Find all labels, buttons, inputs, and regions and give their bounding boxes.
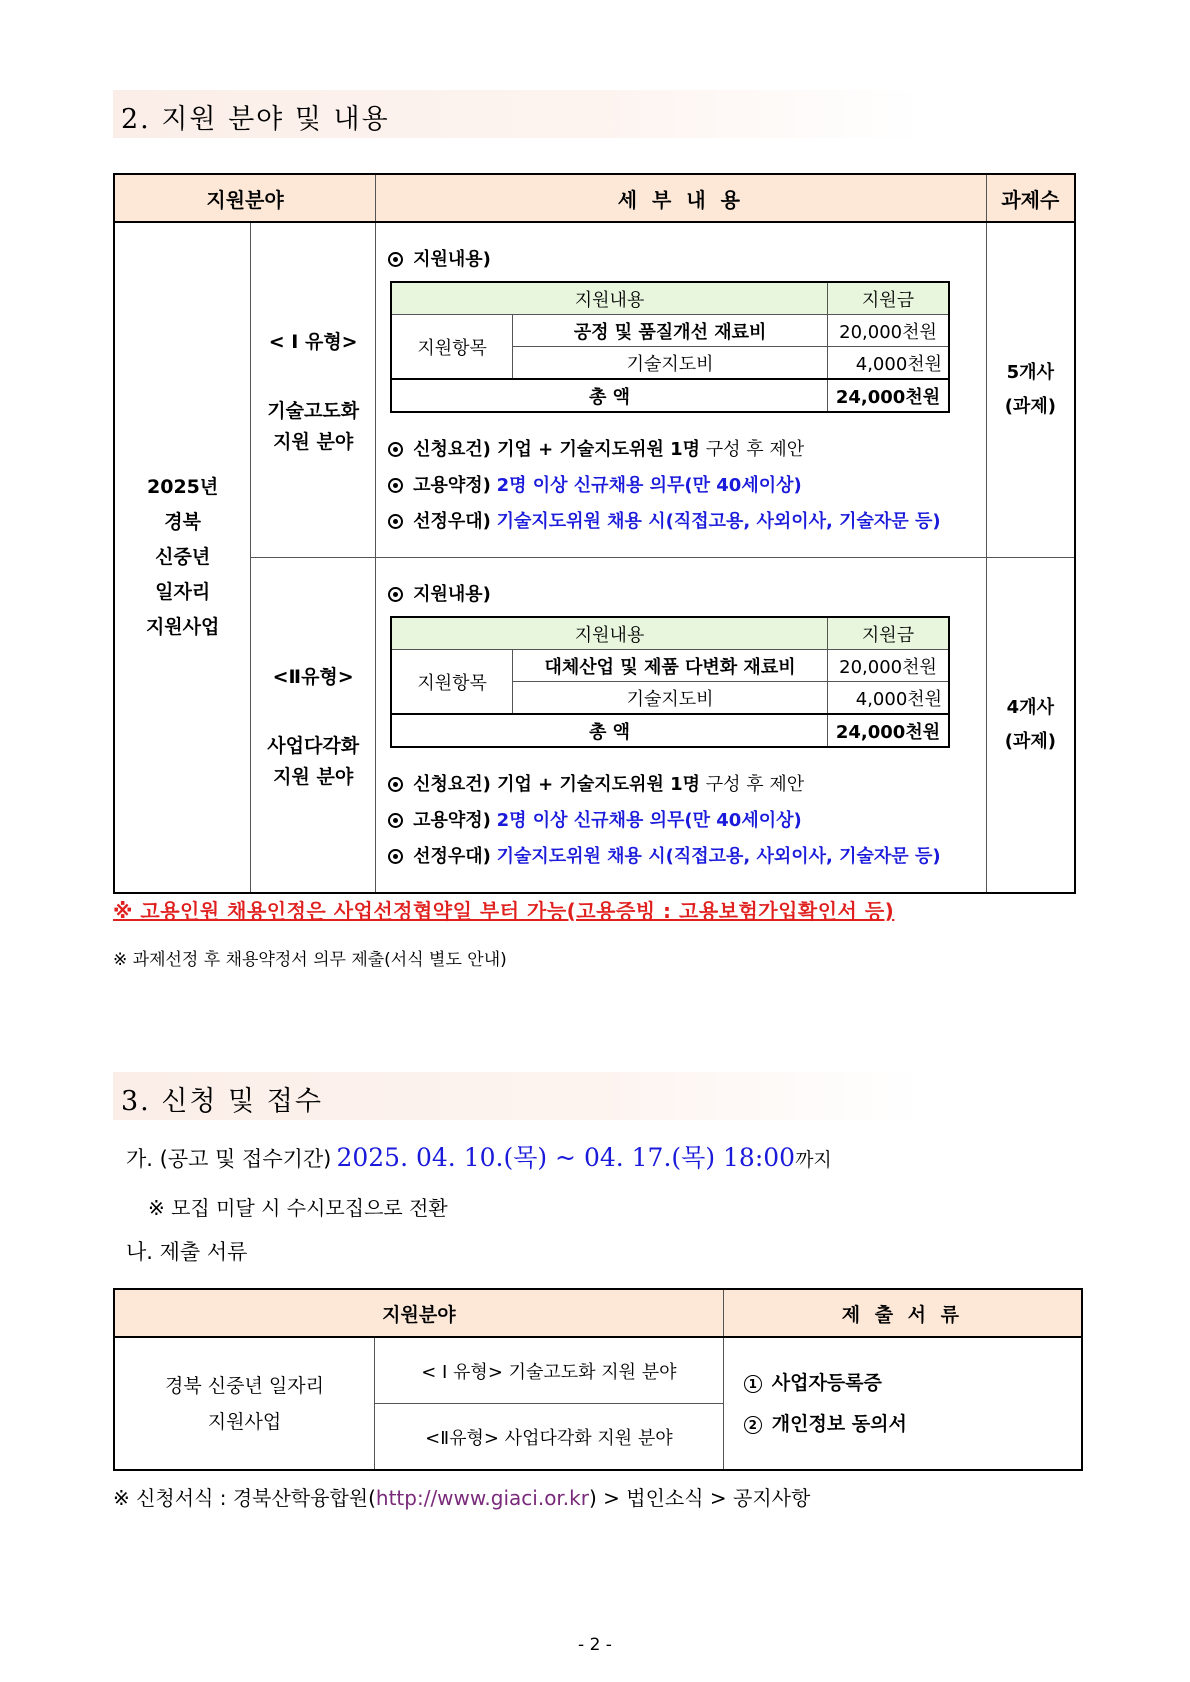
type1-preference: 선정우대) 기술지도위원 채용 시(직접고용, 사외이사, 기술자문 등)	[388, 507, 941, 533]
docs-program: 경북 신중년 일자리 지원사업	[114, 1337, 375, 1470]
type2-label: <Ⅱ유형> 사업다각화 지원 분야	[251, 558, 376, 894]
type2-employment: 고용약정) 2명 이상 신규채용 의무(만 40세이상)	[388, 806, 802, 832]
doc-item-1: 1 사업자등록증	[744, 1363, 1080, 1404]
type2-inner-table: 지원내용 지원금 지원항목 대체산업 및 제품 다변화 재료비 20,000천원 기술지도비 4,000천원 총 액 24,000천원	[390, 616, 950, 748]
header-field: 지원분야	[114, 174, 376, 222]
docs-header-field: 지원분야	[114, 1289, 723, 1337]
section2-heading	[113, 90, 923, 138]
bullet-icon	[388, 777, 403, 792]
form-link[interactable]: http://www.giaci.or.kr	[375, 1486, 589, 1510]
type2-count: 4개사 (과제)	[986, 558, 1075, 894]
header-count: 과제수	[986, 174, 1075, 222]
note-employment-recognition: ※ 고용인원 채용인정은 사업선정협약일 부터 가능(고용증빙 : 고용보험가입확인서 등)	[113, 899, 895, 923]
section3-heading	[113, 1072, 923, 1120]
docs-header-docs: 제 출 서 류	[723, 1289, 1082, 1337]
docs-type2: <Ⅱ유형> 사업다각화 지원 분야	[375, 1404, 724, 1471]
period-note: ※ 모집 미달 시 수시모집으로 전환	[148, 1196, 448, 1220]
type2-detail	[376, 558, 987, 894]
type1-employment: 고용약정) 2명 이상 신규채용 의무(만 40세이상)	[388, 471, 802, 497]
type2-support-title: 지원내용)	[388, 580, 491, 606]
type1-support-title: 지원내용)	[388, 245, 491, 271]
type2-preference: 선정우대) 기술지도위원 채용 시(직접고용, 사외이사, 기술자문 등)	[388, 842, 941, 868]
application-period: 가. (공고 및 접수기간) 2025. 04. 10.(목) ~ 04. 17.(목) 18:00까지	[126, 1143, 832, 1172]
docs-label: 나. 제출 서류	[126, 1240, 248, 1264]
type1-label: < I 유형> 기술고도화 지원 분야	[251, 222, 376, 558]
note-selection: ※ 과제선정 후 채용약정서 의무 제출(서식 별도 안내)	[113, 950, 507, 970]
docs-list	[723, 1337, 1082, 1470]
bullet-icon	[388, 514, 403, 529]
header-detail: 세 부 내 용	[376, 174, 987, 222]
type1-inner-table: 지원내용 지원금 지원항목 공정 및 품질개선 재료비 20,000천원 기술지도비 4,000천원 총 액 24,000천원	[390, 281, 950, 413]
page-number: - 2 -	[578, 1635, 612, 1655]
docs-type1: < I 유형> 기술고도화 지원 분야	[375, 1337, 724, 1404]
bullet-icon	[388, 813, 403, 828]
type1-detail	[376, 222, 987, 558]
bullet-icon	[388, 478, 403, 493]
documents-table	[113, 1288, 1083, 1471]
type1-count: 5개사 (과제)	[986, 222, 1075, 558]
bullet-icon	[388, 442, 403, 457]
section3-title: 3. 신청 및 접수	[121, 1086, 323, 1117]
bullet-icon	[388, 849, 403, 864]
form-note: ※ 신청서식 : 경북산학융합원(http://www.giaci.or.kr) > 법인소식 > 공지사항	[113, 1486, 811, 1510]
bullet-icon	[388, 587, 403, 602]
section2-title: 2. 지원 분야 및 내용	[121, 104, 390, 135]
bullet-icon	[388, 252, 403, 267]
type2-requirement: 신청요건) 기업 + 기술지도위원 1명 구성 후 제안	[388, 770, 804, 796]
support-table	[113, 173, 1076, 894]
type1-requirement: 신청요건) 기업 + 기술지도위원 1명 구성 후 제안	[388, 435, 804, 461]
program-name: 2025년 경북 신중년 일자리 지원사업	[114, 222, 251, 893]
doc-item-2: 2 개인정보 동의서	[744, 1404, 1080, 1445]
